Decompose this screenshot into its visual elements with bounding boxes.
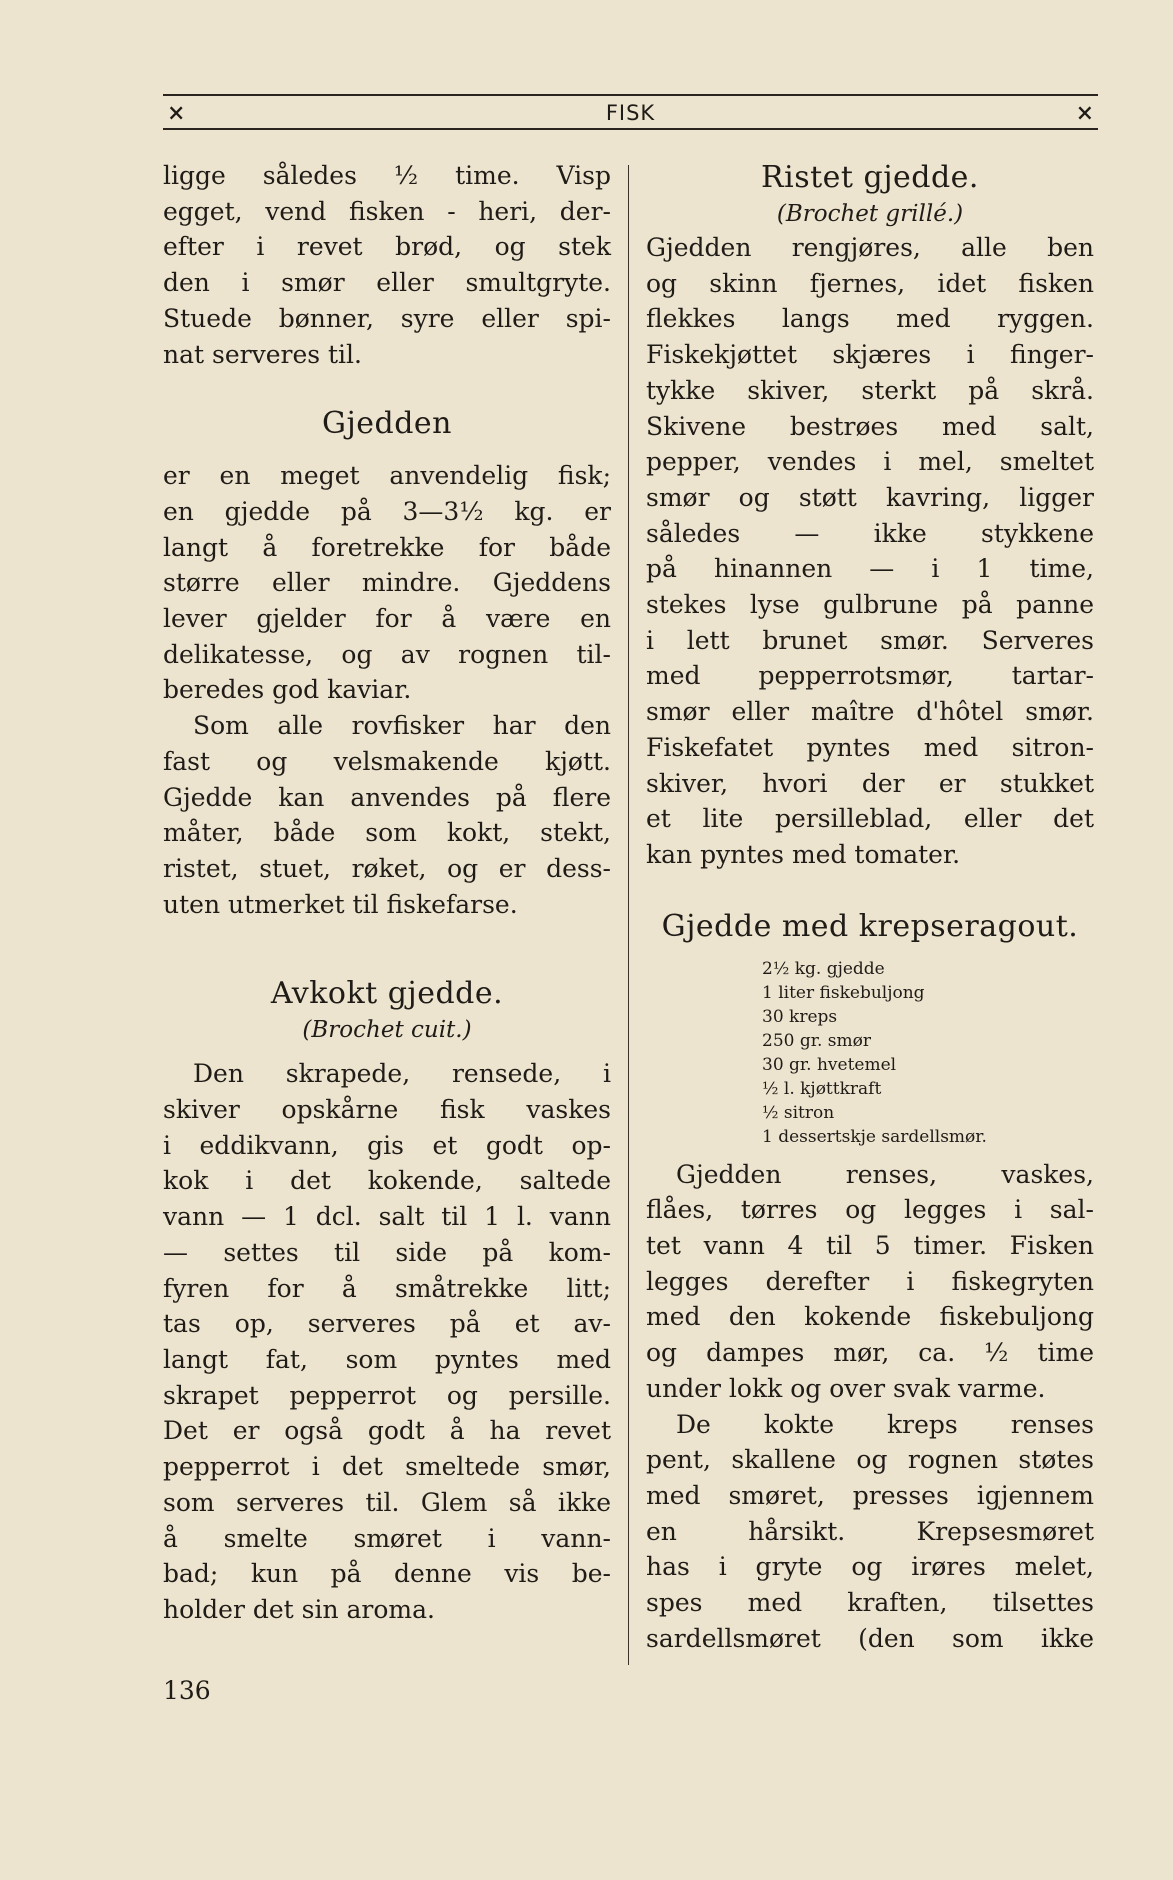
ingredient-item: 30 kreps <box>762 1006 838 1027</box>
ingredient-item: 250 gr. smør <box>762 1030 872 1051</box>
text-line: pent, skallene og rognen støtes <box>646 1445 1094 1475</box>
text-line: med pepperrotsmør, tartar- <box>646 661 1094 691</box>
section-subtitle-ristet: (Brochet grillé.) <box>776 201 964 227</box>
text-line: under lokk og over svak varme. <box>646 1373 1046 1403</box>
text-line: vann — 1 dcl. salt til 1 l. vann <box>163 1202 611 1232</box>
ingredient-item: 1 dessertskje sardellsmør. <box>762 1126 987 1147</box>
text-line: De kokte kreps renses <box>676 1409 1094 1439</box>
column-divider <box>628 165 629 1665</box>
text-line: lever gjelder for å være en <box>163 604 611 634</box>
text-line: egget, vend fisken - heri, der- <box>163 196 611 226</box>
text-line: langt å foretrekke for både <box>163 532 611 562</box>
text-line: en gjedde på 3—3½ kg. er <box>163 496 611 526</box>
text-line: Skivene bestrøes med salt, <box>646 411 1094 441</box>
text-line: den i smør eller smultgryte. <box>163 268 611 298</box>
right-column <box>646 158 1094 1657</box>
text-line: og dampes mør, ca. ½ time <box>646 1338 1094 1368</box>
text-line: bad; kun på denne vis be- <box>163 1559 611 1589</box>
text-line: legges derefter i fiskegryten <box>646 1266 1094 1296</box>
text-line: Stuede bønner, syre eller spi- <box>163 303 611 333</box>
text-line: fast og velsmakende kjøtt. <box>163 746 611 776</box>
intro-paragraph <box>163 158 611 372</box>
section-heading-avkokt: Avkokt gjedde. <box>270 976 504 1012</box>
header-rule-top <box>163 94 1098 96</box>
text-line: flåes, tørres og legges i sal- <box>646 1195 1094 1225</box>
header-ornament-left: × <box>167 100 186 126</box>
text-line: større eller mindre. Gjeddens <box>163 568 611 598</box>
ristet-paragraph <box>646 230 1094 873</box>
text-line: måter, både som kokt, stekt, <box>163 818 611 848</box>
text-line: holder det sin aroma. <box>163 1594 435 1624</box>
text-line: ligge således ½ time. Visp <box>163 161 611 190</box>
text-line: flekkes langs med ryggen. <box>646 304 1094 334</box>
text-line: Gjedden renses, vaskes, <box>676 1159 1094 1189</box>
running-header <box>163 88 1098 130</box>
text-line: has i gryte og irøres melet, <box>646 1552 1094 1582</box>
text-line: skiver, hvori der er stukket <box>646 768 1094 798</box>
krepseragout-paragraph-1 <box>646 1157 1094 1407</box>
text-line: Som alle rovfisker har den <box>193 711 611 741</box>
text-line: beredes god kaviar. <box>163 675 412 705</box>
text-line: skrapet pepperrot og persille. <box>163 1380 611 1410</box>
text-line: sardellsmøret (den som ikke <box>646 1623 1094 1653</box>
ingredient-item: ½ l. kjøttkraft <box>762 1078 882 1099</box>
text-line: delikatesse, og av rognen til- <box>163 639 611 669</box>
text-line: Fiskekjøttet skjæres i finger- <box>646 340 1094 370</box>
ingredient-item: 30 gr. hvetemel <box>762 1054 897 1075</box>
text-line: spes med kraften, tilsettes <box>646 1588 1094 1618</box>
text-line: i lett brunet smør. Serveres <box>646 625 1094 655</box>
gjedden-paragraph-2 <box>163 708 611 922</box>
text-line: med smøret, presses igjennem <box>646 1480 1094 1510</box>
text-line: stekes lyse gulbrune på panne <box>646 590 1094 620</box>
section-heading-krepseragout: Gjedde med krepseragout. <box>661 908 1079 944</box>
ingredient-item: 2½ kg. gjedde <box>762 958 885 979</box>
text-line: kok i det kokende, saltede <box>163 1166 611 1196</box>
ingredient-item: ½ sitron <box>762 1102 835 1123</box>
text-line: ristet, stuet, røket, og er dess- <box>163 853 611 883</box>
text-line: Gjedde kan anvendes på flere <box>163 782 611 812</box>
text-line: smør eller maître d'hôtel smør. <box>646 697 1094 727</box>
text-line: smør og støtt kavring, ligger <box>646 482 1094 512</box>
text-line: og skinn fjernes, idet fisken <box>646 268 1094 298</box>
text-line: Det er også godt å ha revet <box>163 1416 611 1446</box>
text-line: med den kokende fiskebuljong <box>646 1302 1094 1332</box>
krepseragout-paragraph-2 <box>646 1407 1094 1657</box>
ingredient-list <box>646 957 1094 1149</box>
text-line: kan pyntes med tomater. <box>646 839 961 869</box>
text-line: skiver opskårne fisk vaskes <box>163 1095 611 1125</box>
text-line: efter i revet brød, og stek <box>163 232 611 262</box>
header-rule-bottom <box>163 128 1098 130</box>
text-line: et lite persilleblad, eller det <box>646 804 1094 834</box>
gjedden-paragraph-1 <box>163 458 611 708</box>
avkokt-paragraph <box>163 1056 611 1627</box>
text-line: nat serveres til. <box>163 339 362 369</box>
text-line: pepperrot i det smeltede smør, <box>163 1452 611 1482</box>
ingredient-item: 1 liter fiskebuljong <box>762 982 925 1003</box>
section-subtitle-avkokt: (Brochet cuit.) <box>302 1017 472 1044</box>
text-line: er en meget anvendelig fisk; <box>163 461 611 491</box>
text-line: pepper, vendes i mel, smeltet <box>646 447 1094 477</box>
text-line: Gjedden rengjøres, alle ben <box>646 233 1094 262</box>
text-line: — settes til side på kom- <box>163 1237 611 1267</box>
text-line: tas op, serveres på et av- <box>163 1309 611 1339</box>
header-title: FISK <box>605 101 656 125</box>
section-heading-gjedden: Gjedden <box>321 406 452 442</box>
header-ornament-right: × <box>1075 100 1094 126</box>
text-line: langt fat, som pyntes med <box>163 1344 611 1374</box>
section-heading-ristet: Ristet gjedde. <box>761 160 979 195</box>
text-line: uten utmerket til fiskefarse. <box>163 889 518 919</box>
text-line: tykke skiver, sterkt på skrå. <box>646 375 1094 405</box>
text-line: fyren for å småtrekke litt; <box>163 1273 611 1303</box>
page-number: 136 <box>163 1676 211 1705</box>
text-line: i eddikvann, gis et godt op- <box>163 1130 611 1160</box>
left-column <box>163 158 611 1628</box>
text-line: på hinannen — i 1 time, <box>646 554 1094 584</box>
text-line: Fiskefatet pyntes med sitron- <box>646 732 1094 762</box>
text-line: tet vann 4 til 5 timer. Fisken <box>646 1231 1094 1261</box>
text-line: Den skrapede, rensede, i <box>193 1059 611 1089</box>
text-line: således — ikke stykkene <box>646 518 1094 548</box>
text-line: som serveres til. Glem så ikke <box>163 1487 611 1517</box>
text-line: en hårsikt. Krepsesmøret <box>646 1516 1094 1546</box>
text-line: å smelte smøret i vann- <box>163 1523 611 1553</box>
